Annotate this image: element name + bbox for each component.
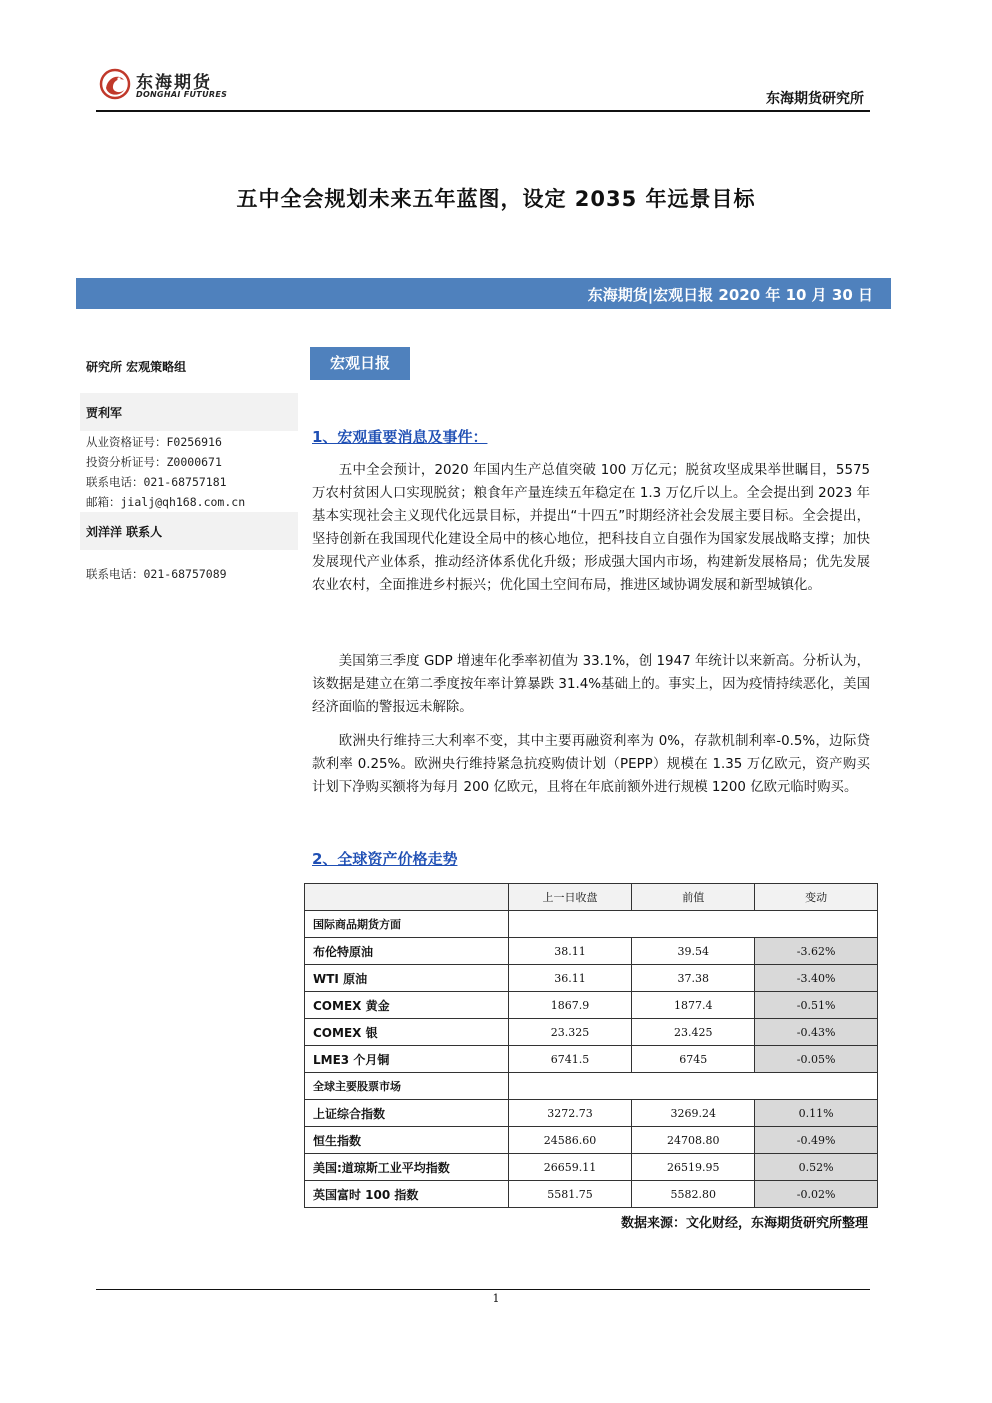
table-section-row — [305, 911, 878, 938]
analyst1-name: 贾利军 — [86, 406, 123, 420]
row-change: -3.40% — [755, 965, 878, 992]
research-group: 研究所 宏观策略组 — [86, 360, 187, 374]
row-change: -0.51% — [755, 992, 878, 1019]
row-label: 上证综合指数 — [305, 1100, 509, 1127]
report-type-tag: 宏观日报 — [310, 347, 410, 380]
analyst1-line: 从业资格证号：F0256916 — [86, 435, 222, 449]
row-prev: 39.54 — [632, 938, 755, 965]
table-header-blank — [305, 884, 509, 911]
table-row — [305, 1046, 878, 1073]
report-banner — [76, 278, 891, 309]
paragraph-ecb: 欧洲央行维持三大利率不变，其中主要再融资利率为 0%，存款机制利率-0.5%，边际贷款利率 0.25%。欧洲央行维持紧急抗疫购债计划（PEPP）规模在 1.35 万亿欧元，资产购买计划下净购买额将为每月 200 亿欧元，且将在年底前额外进行规模 1200 亿欧元临时购买。 — [312, 734, 870, 795]
logo-text-cn: 东海期货 — [136, 73, 212, 93]
logo-text-en: DONGHAI FUTURES — [136, 90, 228, 99]
row-prev: 3269.24 — [632, 1100, 755, 1127]
row-label: 美国:道琼斯工业平均指数 — [305, 1154, 509, 1181]
row-prev: 26519.95 — [632, 1154, 755, 1181]
row-label: COMEX 银 — [305, 1019, 509, 1046]
row-close: 36.11 — [508, 965, 632, 992]
row-change: -0.05% — [755, 1046, 878, 1073]
row-label: COMEX 黄金 — [305, 992, 509, 1019]
banner-text: 东海期货|宏观日报 2020 年 10 月 30 日 — [587, 286, 873, 304]
row-close: 38.11 — [508, 938, 632, 965]
row-close: 24586.60 — [508, 1127, 632, 1154]
row-change: 0.11% — [755, 1100, 878, 1127]
company-logo — [98, 66, 228, 106]
table-section-row — [305, 1073, 878, 1100]
row-close: 26659.11 — [508, 1154, 632, 1181]
table-row — [305, 1019, 878, 1046]
asset-price-table — [304, 883, 878, 1208]
table-header: 前值 — [632, 884, 755, 911]
page-number: 1 — [492, 1292, 500, 1305]
analyst1-line: 投资分析证号：Z0000671 — [86, 455, 222, 469]
header-divider — [96, 110, 870, 112]
footer-divider — [96, 1289, 870, 1290]
row-label: 布伦特原油 — [305, 938, 509, 965]
row-prev: 6745 — [632, 1046, 755, 1073]
row-change: -3.62% — [755, 938, 878, 965]
row-prev: 1877.4 — [632, 992, 755, 1019]
row-prev: 24708.80 — [632, 1127, 755, 1154]
row-close: 5581.75 — [508, 1181, 632, 1208]
table-row — [305, 1100, 878, 1127]
analyst1-line: 联系电话：021-68757181 — [86, 475, 227, 489]
data-source-note: 数据来源：文化财经，东海期货研究所整理 — [620, 1216, 868, 1231]
table-header-row — [305, 884, 878, 911]
paragraph-plenum: 五中全会预计，2020 年国内生产总值突破 100 万亿元；脱贫攻坚成果举世瞩目，5575 万农村贫困人口实现脱贫；粮食年产量连续五年稳定在 1.3 万亿斤以上。全会提出到 2023 年基本实现社会主义现代化远景目标，并提出“十四五”时期经济社会发展主要目标。全会提出，坚持创新在我国现代化建设全局中的核心地位，把科技自立自强作为国家发展战略支撑；加快发展现代产业体系，推动经济体系优化升级；形成强大国内市场，构建新发展格局；优先发展农业农村，全面推进乡村振兴；优化国土空间布局，推进区域协调发展和新型城镇化。 — [312, 463, 870, 593]
row-label: 英国富时 100 指数 — [305, 1181, 509, 1208]
row-close: 23.325 — [508, 1019, 632, 1046]
analyst2-name: 刘洋洋 联系人 — [86, 525, 163, 539]
section1-heading: 1、宏观重要消息及事件： — [312, 428, 488, 446]
analyst2-line: 联系电话：021-68757089 — [86, 567, 227, 581]
row-close: 6741.5 — [508, 1046, 632, 1073]
analyst1-email[interactable]: 邮箱：jialj@qh168.com.cn — [86, 495, 246, 509]
row-change: -0.02% — [755, 1181, 878, 1208]
section2-heading: 2、全球资产价格走势 — [312, 850, 458, 868]
dragon-logo-icon — [98, 66, 132, 102]
table-row — [305, 965, 878, 992]
row-change: 0.52% — [755, 1154, 878, 1181]
row-close: 3272.73 — [508, 1100, 632, 1127]
row-close: 1867.9 — [508, 992, 632, 1019]
table-row — [305, 1181, 878, 1208]
row-label: LME3 个月铜 — [305, 1046, 509, 1073]
table-section-label: 全球主要股票市场 — [305, 1073, 509, 1100]
paragraph-us-gdp: 美国第三季度 GDP 增速年化季率初值为 33.1%，创 1947 年统计以来新高。分析认为，该数据是建立在第二季度按年率计算暴跌 31.4%基础上的。事实上，因为疫情持续恶化，美国经济面临的警报远未解除。 — [312, 654, 870, 715]
institute-name: 东海期货研究所 — [766, 91, 864, 107]
row-change: -0.49% — [755, 1127, 878, 1154]
row-change: -0.43% — [755, 1019, 878, 1046]
table-row — [305, 938, 878, 965]
table-header: 上一日收盘 — [508, 884, 632, 911]
row-label: 恒生指数 — [305, 1127, 509, 1154]
row-prev: 23.425 — [632, 1019, 755, 1046]
row-label: WTI 原油 — [305, 965, 509, 992]
table-section-label: 国际商品期货方面 — [305, 911, 509, 938]
report-title: 五中全会规划未来五年蓝图，设定 2035 年远景目标 — [236, 187, 756, 211]
table-row — [305, 1154, 878, 1181]
table-row — [305, 1127, 878, 1154]
row-prev: 5582.80 — [632, 1181, 755, 1208]
table-row — [305, 992, 878, 1019]
row-prev: 37.38 — [632, 965, 755, 992]
table-header: 变动 — [755, 884, 878, 911]
